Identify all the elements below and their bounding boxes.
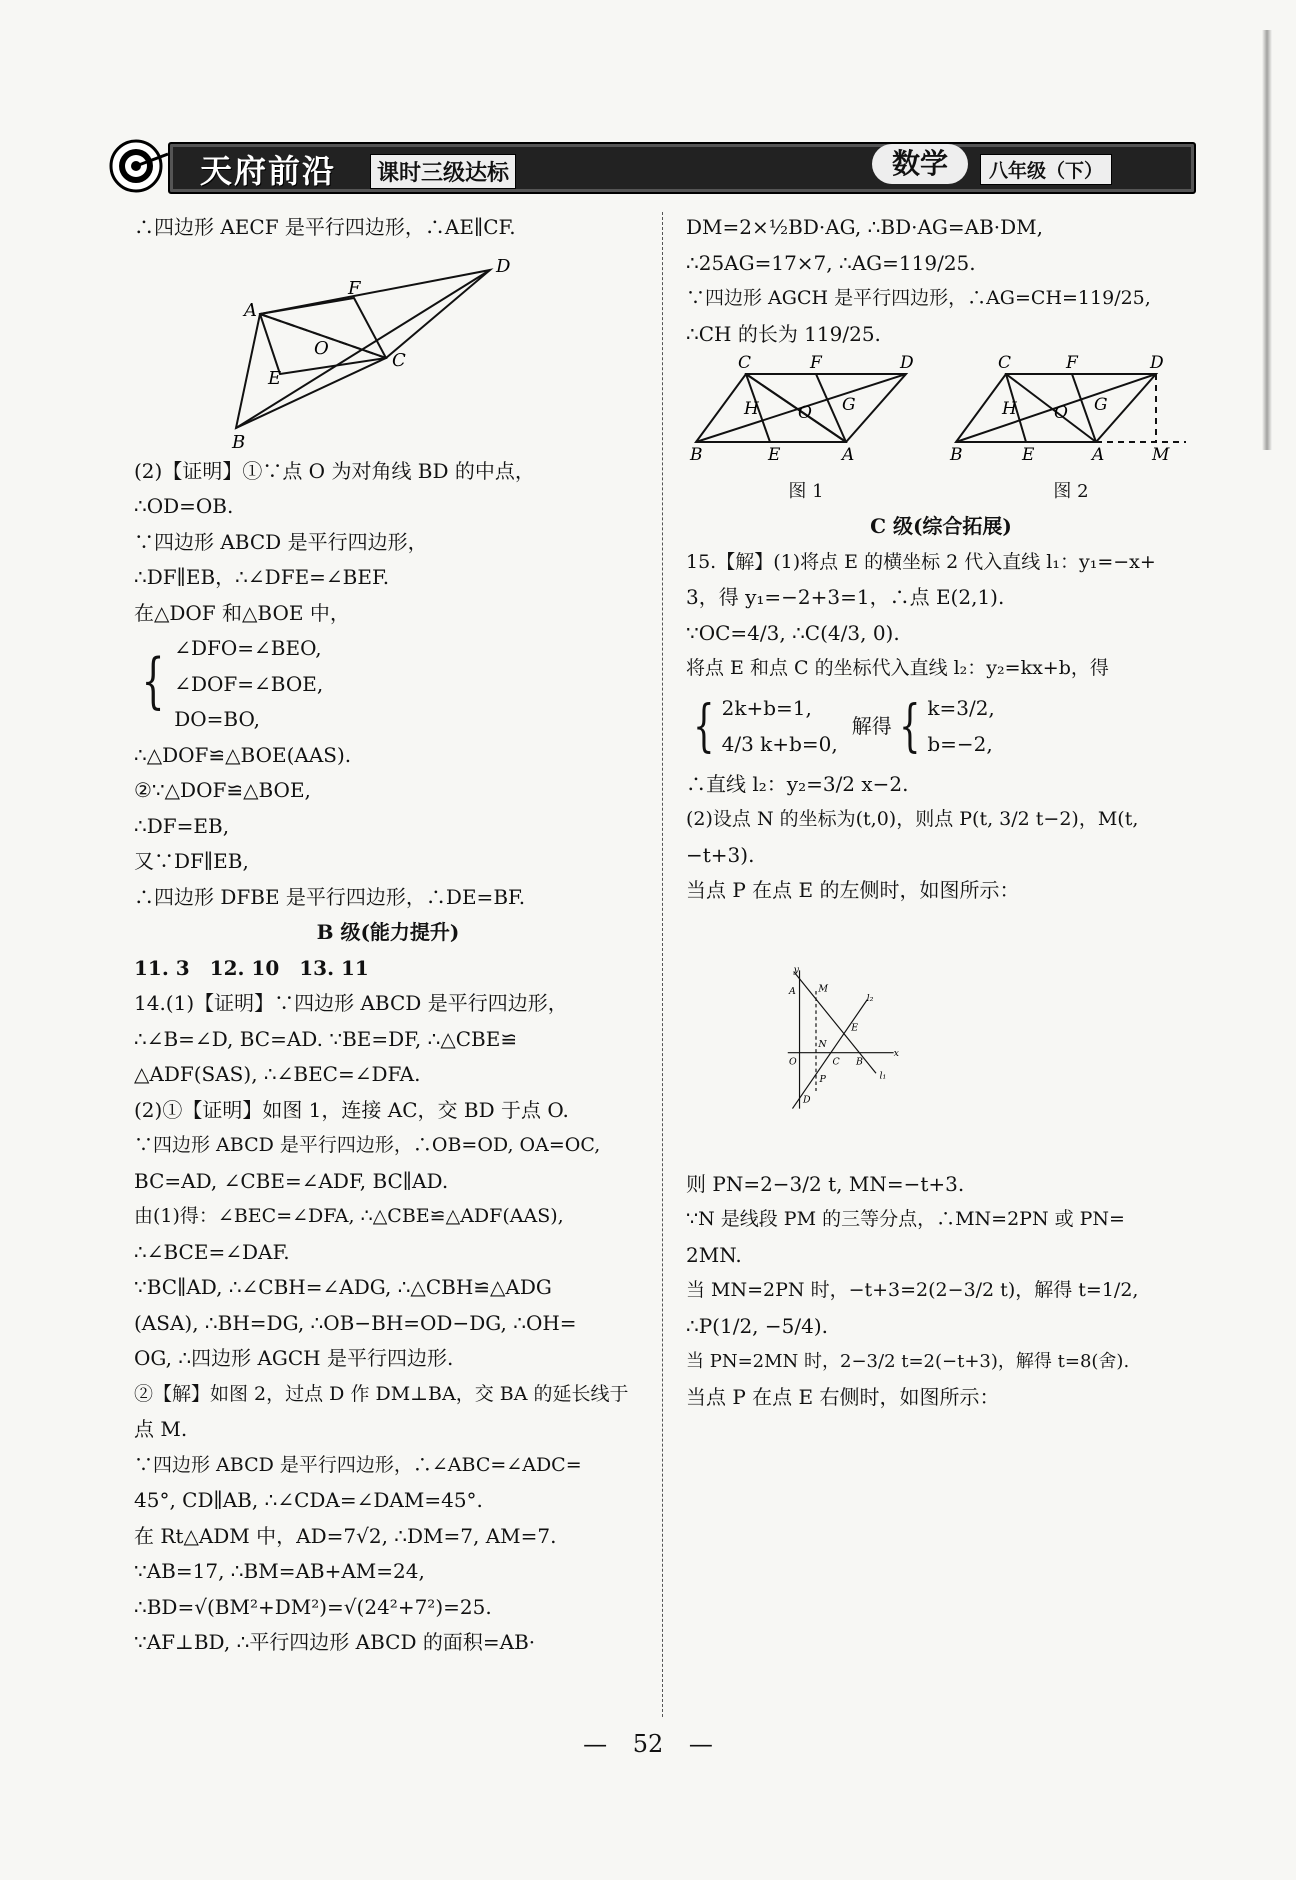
svg-text:G: G: [1094, 395, 1108, 415]
text-line: ∴BD=√(BM²+DM²)=√(24²+7²)=25.: [134, 1594, 492, 1619]
fig-label-d: D: [496, 255, 511, 277]
header-subtitle: 课时三级达标: [370, 154, 516, 189]
target-logo-icon: [108, 136, 168, 196]
svg-text:x: x: [893, 1047, 899, 1059]
svg-text:C: C: [832, 1055, 840, 1067]
svg-text:N: N: [818, 1038, 827, 1050]
figure-1-diagram: [686, 352, 926, 462]
text-line: 3，得 y₁=−2+3=1，∴点 E(2,1).: [686, 585, 1005, 609]
page-header: [108, 136, 1198, 196]
section-heading-c: C 级(综合拓展): [870, 514, 1012, 538]
equation-system: [686, 687, 1196, 767]
left-column: [134, 210, 642, 1661]
text-line: BC=AD, ∠CBE=∠ADF, BC∥AD.: [134, 1168, 449, 1193]
text-line: ∵AF⊥BD, ∴平行四边形 ABCD 的面积=AB·: [134, 1630, 536, 1654]
svg-text:B: B: [950, 445, 963, 462]
text-line: k=3/2,: [927, 696, 995, 720]
svg-text:B: B: [690, 445, 703, 462]
text-line: ∵N 是线段 PM 的三等分点，∴MN=2PN 或 PN=: [686, 1208, 1125, 1230]
text-line: ∴四边形 DFBE 是平行四边形，∴DE=BF.: [134, 884, 526, 909]
text-line: 由(1)得：∠BEC=∠DFA, ∴△CBE≌△ADF(AAS),: [134, 1205, 564, 1227]
page-dash-left: —: [583, 1730, 608, 1758]
text-line: 在△DOF 和△BOE 中，: [134, 600, 350, 625]
svg-text:l₂: l₂: [866, 992, 874, 1004]
text-line: ∵四边形 AGCH 是平行四边形，∴AG=CH=119/25,: [686, 287, 1151, 309]
text-line: 当点 P 在点 E 右侧时，如图所示：: [686, 1384, 1000, 1409]
text-line: 则 PN=2−3/2 t, MN=−t+3.: [686, 1171, 965, 1196]
svg-text:P: P: [819, 1073, 826, 1085]
svg-text:C: C: [738, 353, 752, 373]
text-line: ∴OD=OB.: [134, 494, 234, 518]
text-line: ∴P(1/2, −5/4).: [686, 1313, 828, 1338]
text-line: ∵四边形 ABCD 是平行四边形，: [134, 529, 428, 554]
svg-text:E: E: [768, 445, 781, 462]
text-line: 当 PN=2MN 时，2−3/2 t=2(−t+3)，解得 t=8(舍).: [686, 1351, 1130, 1372]
equation-system: [134, 631, 642, 738]
text-line: 当点 P 在点 E 的左侧时，如图所示：: [686, 878, 1020, 902]
text-line: DO=BO,: [174, 707, 261, 731]
figure-row: [686, 352, 1196, 509]
text-line: ∴∠BCE=∠DAF.: [134, 1239, 290, 1264]
svg-text:M: M: [818, 983, 828, 995]
brace-icon: {: [693, 693, 715, 759]
fig-label-o: O: [314, 337, 329, 359]
figure-2-diagram: [946, 352, 1196, 462]
fig-label-c: C: [392, 349, 406, 371]
text-line: 4/3 k+b=0,: [721, 731, 838, 756]
text-line: 当 MN=2PN 时，−t+3=2(2−3/2 t)，解得 t=1/2,: [686, 1279, 1139, 1301]
text-line: (2)设点 N 的坐标为(t,0)，则点 P(t, 3/2 t−2)，M(t,: [686, 808, 1139, 830]
page-edge-shadow: [1262, 30, 1272, 450]
text-line: ∴∠B=∠D, BC=AD. ∵BE=DF, ∴△CBE≌: [134, 1026, 518, 1051]
header-subject: 数学: [872, 144, 968, 184]
svg-text:F: F: [810, 353, 822, 373]
header-grade: 八年级（下）: [980, 154, 1112, 185]
text-line: 在 Rt△ADM 中，AD=7√2, ∴DM=7, AM=7.: [134, 1523, 557, 1548]
svg-text:H: H: [1002, 399, 1017, 419]
text-line: (ASA), ∴BH=DG, ∴OB−BH=OD−DG, ∴OH=: [134, 1310, 577, 1335]
svg-text:E: E: [1022, 445, 1035, 462]
text-line: ②【解】如图 2，过点 D 作 DM⊥BA，交 BA 的延长线于: [134, 1382, 629, 1405]
text-line: 14.(1)【证明】∵四边形 ABCD 是平行四边形，: [134, 991, 568, 1015]
text-line: 2MN.: [686, 1242, 742, 1267]
text-line: ∴25AG=17×7, ∴AG=119/25.: [686, 250, 976, 275]
text-line: 11. 3 12. 10 13. 11: [134, 955, 369, 980]
text-line: △ADF(SAS), ∴∠BEC=∠DFA.: [134, 1062, 421, 1086]
svg-text:O: O: [788, 1055, 797, 1067]
text-line: DM=2×½BD·AG, ∴BD·AG=AB·DM,: [686, 215, 1044, 239]
text-line: ∴CH 的长为 119/25.: [686, 321, 881, 346]
page-number: [0, 1730, 1296, 1758]
section-heading-b: B 级(能力提升): [316, 920, 460, 944]
text-line: ∵OC=4/3, ∴C(4/3, 0).: [686, 620, 900, 645]
svg-text:D: D: [803, 1094, 811, 1106]
svg-text:A: A: [842, 445, 855, 462]
text-line: 15.【解】(1)将点 E 的横坐标 2 代入直线 l₁：y₁=−x+: [686, 550, 1156, 573]
text-line: 45°, CD∥AB, ∴∠CDA=∠DAM=45°.: [134, 1488, 483, 1512]
text-line: 解得: [851, 713, 892, 738]
text-line: ∠DOF=∠BOE,: [174, 671, 324, 696]
text-line: ∴DF=EB,: [134, 813, 230, 838]
page-dash-right: —: [688, 1730, 713, 1758]
text-line: ∴直线 l₂：y₂=3/2 x−2.: [686, 771, 909, 796]
text-line: ∵四边形 ABCD 是平行四边形，∴OB=OD, OA=OC,: [134, 1134, 601, 1156]
text-line: ∠DFO=∠BEO,: [174, 636, 322, 660]
text-line: ∵四边形 ABCD 是平行四边形，∴∠ABC=∠ADC=: [134, 1453, 582, 1476]
fig-label-f: F: [348, 277, 361, 299]
svg-text:G: G: [842, 395, 856, 415]
text-line: ②∵△DOF≌△BOE,: [134, 778, 311, 802]
text-line: −t+3).: [686, 842, 755, 867]
fig-label-a: A: [244, 299, 257, 321]
svg-text:D: D: [900, 353, 914, 373]
figure-2: [946, 352, 1196, 509]
text-line: ∵AB=17, ∴BM=AB+AM=24,: [134, 1559, 425, 1583]
brace-icon: {: [898, 693, 921, 759]
column-divider: [662, 212, 663, 1717]
page-number-value: 52: [632, 1730, 664, 1758]
text-line: b=−2,: [927, 731, 993, 756]
svg-text:M: M: [1152, 445, 1170, 462]
svg-text:B: B: [856, 1055, 863, 1067]
text-line: OG, ∴四边形 AGCH 是平行四边形.: [134, 1346, 454, 1370]
text-line: ∵BC∥AD, ∴∠CBH=∠ADG, ∴△CBH≌△ADG: [134, 1275, 552, 1299]
svg-text:E: E: [851, 1021, 859, 1033]
header-title: 天府前沿: [200, 152, 337, 190]
parallelogram-figure: [134, 250, 642, 450]
brace-icon: {: [141, 646, 165, 716]
text-line: ∴四边形 AECF 是平行四边形，∴AE∥CF.: [134, 215, 516, 239]
figure-2-caption: 图 2: [1053, 480, 1089, 502]
coordinate-graph: [776, 913, 1076, 1163]
text-line: ∴DF∥EB，∴∠DFE=∠BEF.: [134, 565, 390, 589]
text-line: ∴△DOF≌△BOE(AAS).: [134, 742, 352, 767]
figure-1-caption: 图 1: [788, 480, 824, 502]
svg-text:l₁: l₁: [879, 1070, 887, 1082]
text-line: 2k+b=1,: [721, 696, 812, 720]
svg-text:A: A: [1092, 445, 1105, 462]
svg-text:O: O: [1054, 403, 1068, 423]
svg-text:D: D: [1150, 353, 1164, 373]
text-line: 又∵DF∥EB,: [134, 849, 249, 873]
text-line: (2)【证明】①∵点 O 为对角线 BD 的中点，: [134, 458, 535, 483]
svg-text:F: F: [1066, 353, 1078, 373]
fig-label-b: B: [232, 431, 246, 450]
text-line: 点 M.: [134, 1417, 188, 1441]
svg-text:C: C: [998, 353, 1012, 373]
figure-1: [686, 352, 926, 509]
svg-text:O: O: [798, 403, 812, 423]
svg-text:H: H: [744, 399, 759, 419]
fig-label-e: E: [268, 367, 282, 389]
right-column: [686, 210, 1196, 1415]
text-line: (2)①【证明】如图 1，连接 AC，交 BD 于点 O.: [134, 1097, 569, 1122]
svg-text:A: A: [788, 985, 796, 997]
text-line: 将点 E 和点 C 的坐标代入直线 l₂：y₂=kx+b，得: [686, 657, 1109, 679]
svg-text:y: y: [793, 964, 799, 976]
